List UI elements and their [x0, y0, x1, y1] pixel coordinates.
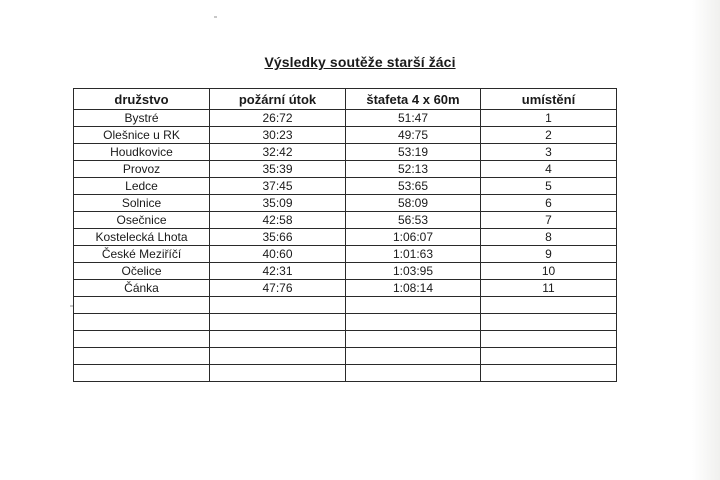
table-row [74, 348, 617, 365]
cell-placement: 8 [481, 229, 617, 246]
cell-team [74, 365, 210, 382]
cell-team [74, 314, 210, 331]
table-row [74, 280, 617, 297]
scan-speck [214, 16, 217, 18]
cell-placement [481, 297, 617, 314]
cell-fire-attack [210, 365, 346, 382]
cell-team: Olešnice u RK [74, 127, 210, 144]
cell-placement: 9 [481, 246, 617, 263]
table-row [74, 144, 617, 161]
cell-placement: 1 [481, 110, 617, 127]
cell-team: Provoz [74, 161, 210, 178]
cell-placement: 7 [481, 212, 617, 229]
cell-placement [481, 314, 617, 331]
cell-relay: 1:03:95 [346, 263, 481, 280]
header-team: družstvo [74, 89, 210, 110]
cell-fire-attack: 35:09 [210, 195, 346, 212]
cell-placement: 5 [481, 178, 617, 195]
cell-fire-attack: 35:66 [210, 229, 346, 246]
table-row [74, 314, 617, 331]
cell-relay: 56:53 [346, 212, 481, 229]
cell-fire-attack: 42:58 [210, 212, 346, 229]
cell-fire-attack: 40:60 [210, 246, 346, 263]
cell-team: Čánka [74, 280, 210, 297]
cell-fire-attack: 30:23 [210, 127, 346, 144]
cell-team: Osečnice [74, 212, 210, 229]
table-row [74, 110, 617, 127]
cell-team: Houdkovice [74, 144, 210, 161]
cell-team: Solnice [74, 195, 210, 212]
cell-relay: 58:09 [346, 195, 481, 212]
table-row [74, 212, 617, 229]
cell-fire-attack: 35:39 [210, 161, 346, 178]
page-edge-shadow [692, 0, 720, 480]
table-row [74, 127, 617, 144]
cell-relay [346, 365, 481, 382]
cell-relay: 1:06:07 [346, 229, 481, 246]
cell-relay [346, 297, 481, 314]
table-body [74, 110, 617, 382]
table-row [74, 331, 617, 348]
cell-team [74, 331, 210, 348]
cell-fire-attack: 32:42 [210, 144, 346, 161]
table-row [74, 246, 617, 263]
cell-relay [346, 314, 481, 331]
cell-relay: 49:75 [346, 127, 481, 144]
cell-placement: 2 [481, 127, 617, 144]
cell-placement [481, 348, 617, 365]
cell-fire-attack [210, 331, 346, 348]
cell-fire-attack: 42:31 [210, 263, 346, 280]
header-fire-attack: požární útok [210, 89, 346, 110]
cell-team [74, 348, 210, 365]
cell-placement [481, 365, 617, 382]
cell-relay: 1:08:14 [346, 280, 481, 297]
cell-relay: 51:47 [346, 110, 481, 127]
cell-relay: 52:13 [346, 161, 481, 178]
cell-fire-attack [210, 297, 346, 314]
table-row [74, 263, 617, 280]
cell-relay: 53:65 [346, 178, 481, 195]
cell-relay: 1:01:63 [346, 246, 481, 263]
cell-team: Bystré [74, 110, 210, 127]
cell-fire-attack: 47:76 [210, 280, 346, 297]
cell-fire-attack [210, 348, 346, 365]
cell-team: Ledce [74, 178, 210, 195]
cell-placement: 3 [481, 144, 617, 161]
cell-fire-attack: 26:72 [210, 110, 346, 127]
cell-relay [346, 331, 481, 348]
cell-placement: 4 [481, 161, 617, 178]
cell-team: České Meziříčí [74, 246, 210, 263]
cell-placement: 6 [481, 195, 617, 212]
cell-relay: 53:19 [346, 144, 481, 161]
table-row [74, 195, 617, 212]
cell-team: Kostelecká Lhota [74, 229, 210, 246]
cell-team [74, 297, 210, 314]
table-row [74, 297, 617, 314]
cell-placement: 11 [481, 280, 617, 297]
cell-placement [481, 331, 617, 348]
cell-placement: 10 [481, 263, 617, 280]
table-row [74, 229, 617, 246]
header-relay: štafeta 4 x 60m [346, 89, 481, 110]
cell-fire-attack [210, 314, 346, 331]
header-placement: umístění [481, 89, 617, 110]
table-header-row [74, 89, 617, 110]
cell-fire-attack: 37:45 [210, 178, 346, 195]
page-title: Výsledky soutěže starší žáci [264, 54, 456, 70]
results-table [73, 88, 617, 382]
table-row [74, 365, 617, 382]
cell-relay [346, 348, 481, 365]
table-row [74, 161, 617, 178]
cell-team: Očelice [74, 263, 210, 280]
table-row [74, 178, 617, 195]
